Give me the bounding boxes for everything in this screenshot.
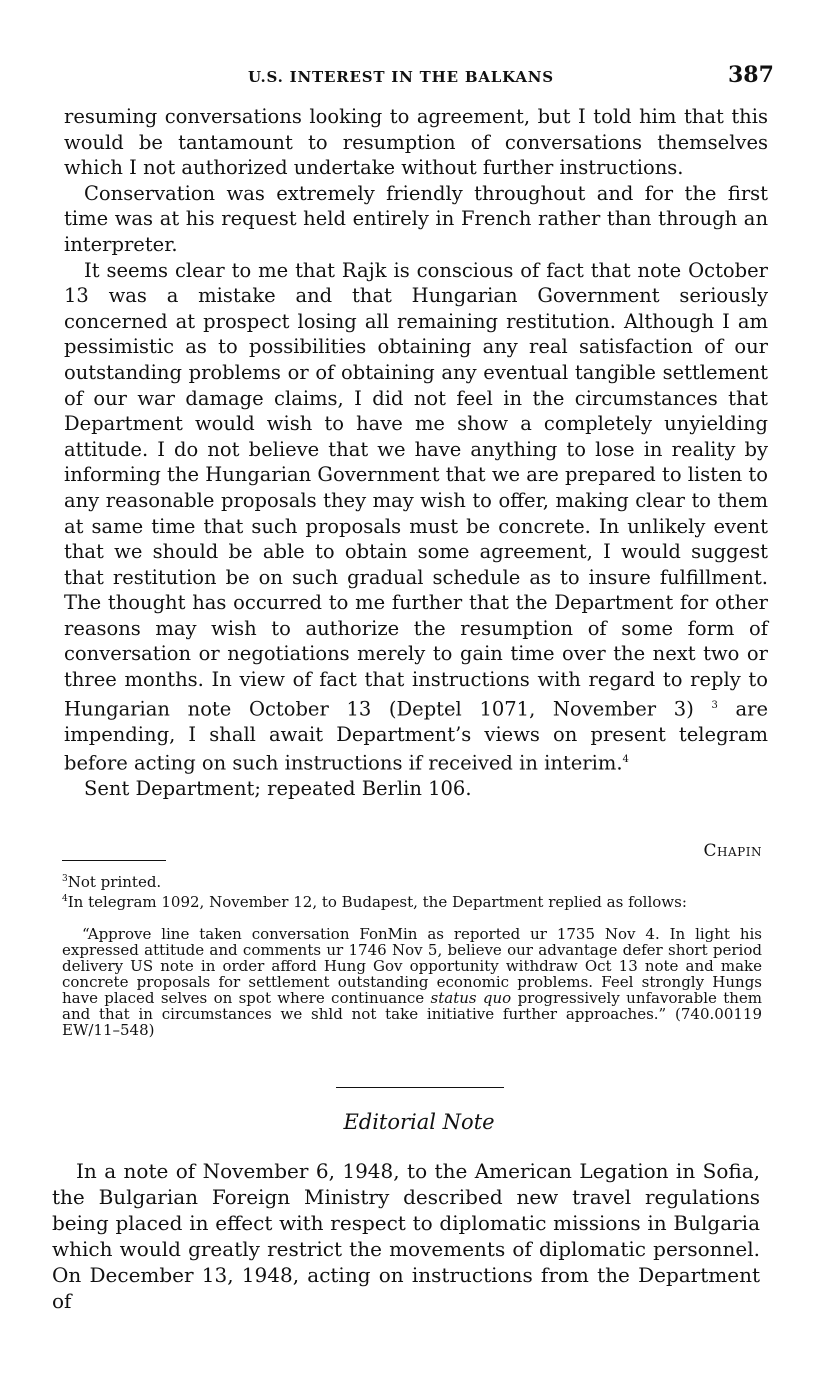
footnote-ref-3: 3: [711, 699, 718, 711]
assessment-text-b: are impending, I shall await Department’s views on present telegram before acting on such instructions if received in interim.: [64, 697, 769, 775]
telegram-body: [64, 104, 768, 802]
footnote-4-text: In telegram 1092, November 12, to Budapest, the Department replied as follows:: [67, 893, 687, 911]
assessment-text-a: It seems clear to me that Rajk is conscious of fact that note October 13 was a mistake and that Hungarian Government seriously concerned at prospect losing all remaining restitution. Although I am pessimistic as to possibilities obtaining any real satisfaction of our outstanding problems or of obtaining any eventual tangible settlement of our war damage claims, I did not feel in the circumstances that Department would wish to have me show a completely unyielding attitude. I do not believe that we have anything to lose in reality by informing the Hungarian Government that we are prepared to listen to any reasonable proposals they may wish to offer, making clear to them at same time that such proposals must be concrete. In unlikely event that we should be able to obtain some agreement, I would suggest that restitution be on such gradual schedule as to insure fulfillment. The thought has occurred to me further that the Department for other reasons may wish to authorize the resumption of some form of conversation or negotiations merely to gain time over the next two or three months. In view of fact that instructions with regard to reply to Hungarian note October 13 (Deptel 1071, November 3): [64, 258, 768, 721]
editorial-note-heading: Editorial Note: [343, 1110, 495, 1134]
quote-text-b: progressively unfavorable them and that in circumstances we shld not take initiative further approaches.” (740.00119 EW/11–548): [62, 989, 762, 1039]
section-divider: [336, 1087, 504, 1088]
footnote-divider: [62, 860, 166, 861]
paragraph-continued: resuming conversations looking to agreement, but I told him that this would be tantamount to resumption of conversations themselves which I not authorized undertake without further instructions.: [64, 105, 768, 180]
signature: Chapin: [703, 841, 762, 861]
footnote-4-mark: 4: [62, 894, 68, 904]
editorial-note-text: In a note of November 6, 1948, to the American Legation in Sofia, the Bulgarian Foreign Ministry described new travel regulations being placed in effect with respect to diplomatic missions in Bulgaria which would greatly restrict the movements of diplomatic personnel. On December 13, 1948, acting on instructions from the Department of: [52, 1159, 760, 1313]
footnote-3-mark: 3: [62, 874, 68, 884]
quote-text-a: “Approve line taken conversation FonMin as reported ur 1735 Nov 4. In light his expressed attitude and comments ur 1746 Nov 5, believe our advantage defer short period delivery US note in order afford Hung Gov opportunity withdraw Oct 13 note and make concrete proposals for settlement outstanding economic problems. Feel strongly Hungs have placed selves on spot where continuance: [62, 925, 762, 1007]
footnotes: [62, 871, 762, 1038]
footnote-ref-4: 4: [622, 754, 629, 766]
paragraph-conversation: Conservation was extremely friendly throughout and for the first time was at his request held entirely in French rather than through an interpreter.: [64, 181, 768, 256]
footnote-3-text: Not printed.: [67, 873, 162, 891]
running-head: U.S. INTEREST IN THE BALKANS: [248, 68, 554, 86]
footnote-3: [62, 871, 762, 891]
footnote-4-quote: [62, 926, 762, 1038]
page-number: 387: [728, 62, 774, 88]
quote-italic: status quo: [430, 989, 512, 1007]
paragraph-sent: Sent Department; repeated Berlin 106.: [84, 777, 472, 801]
paragraph-assessment: [64, 258, 768, 777]
footnote-4: [62, 891, 762, 911]
